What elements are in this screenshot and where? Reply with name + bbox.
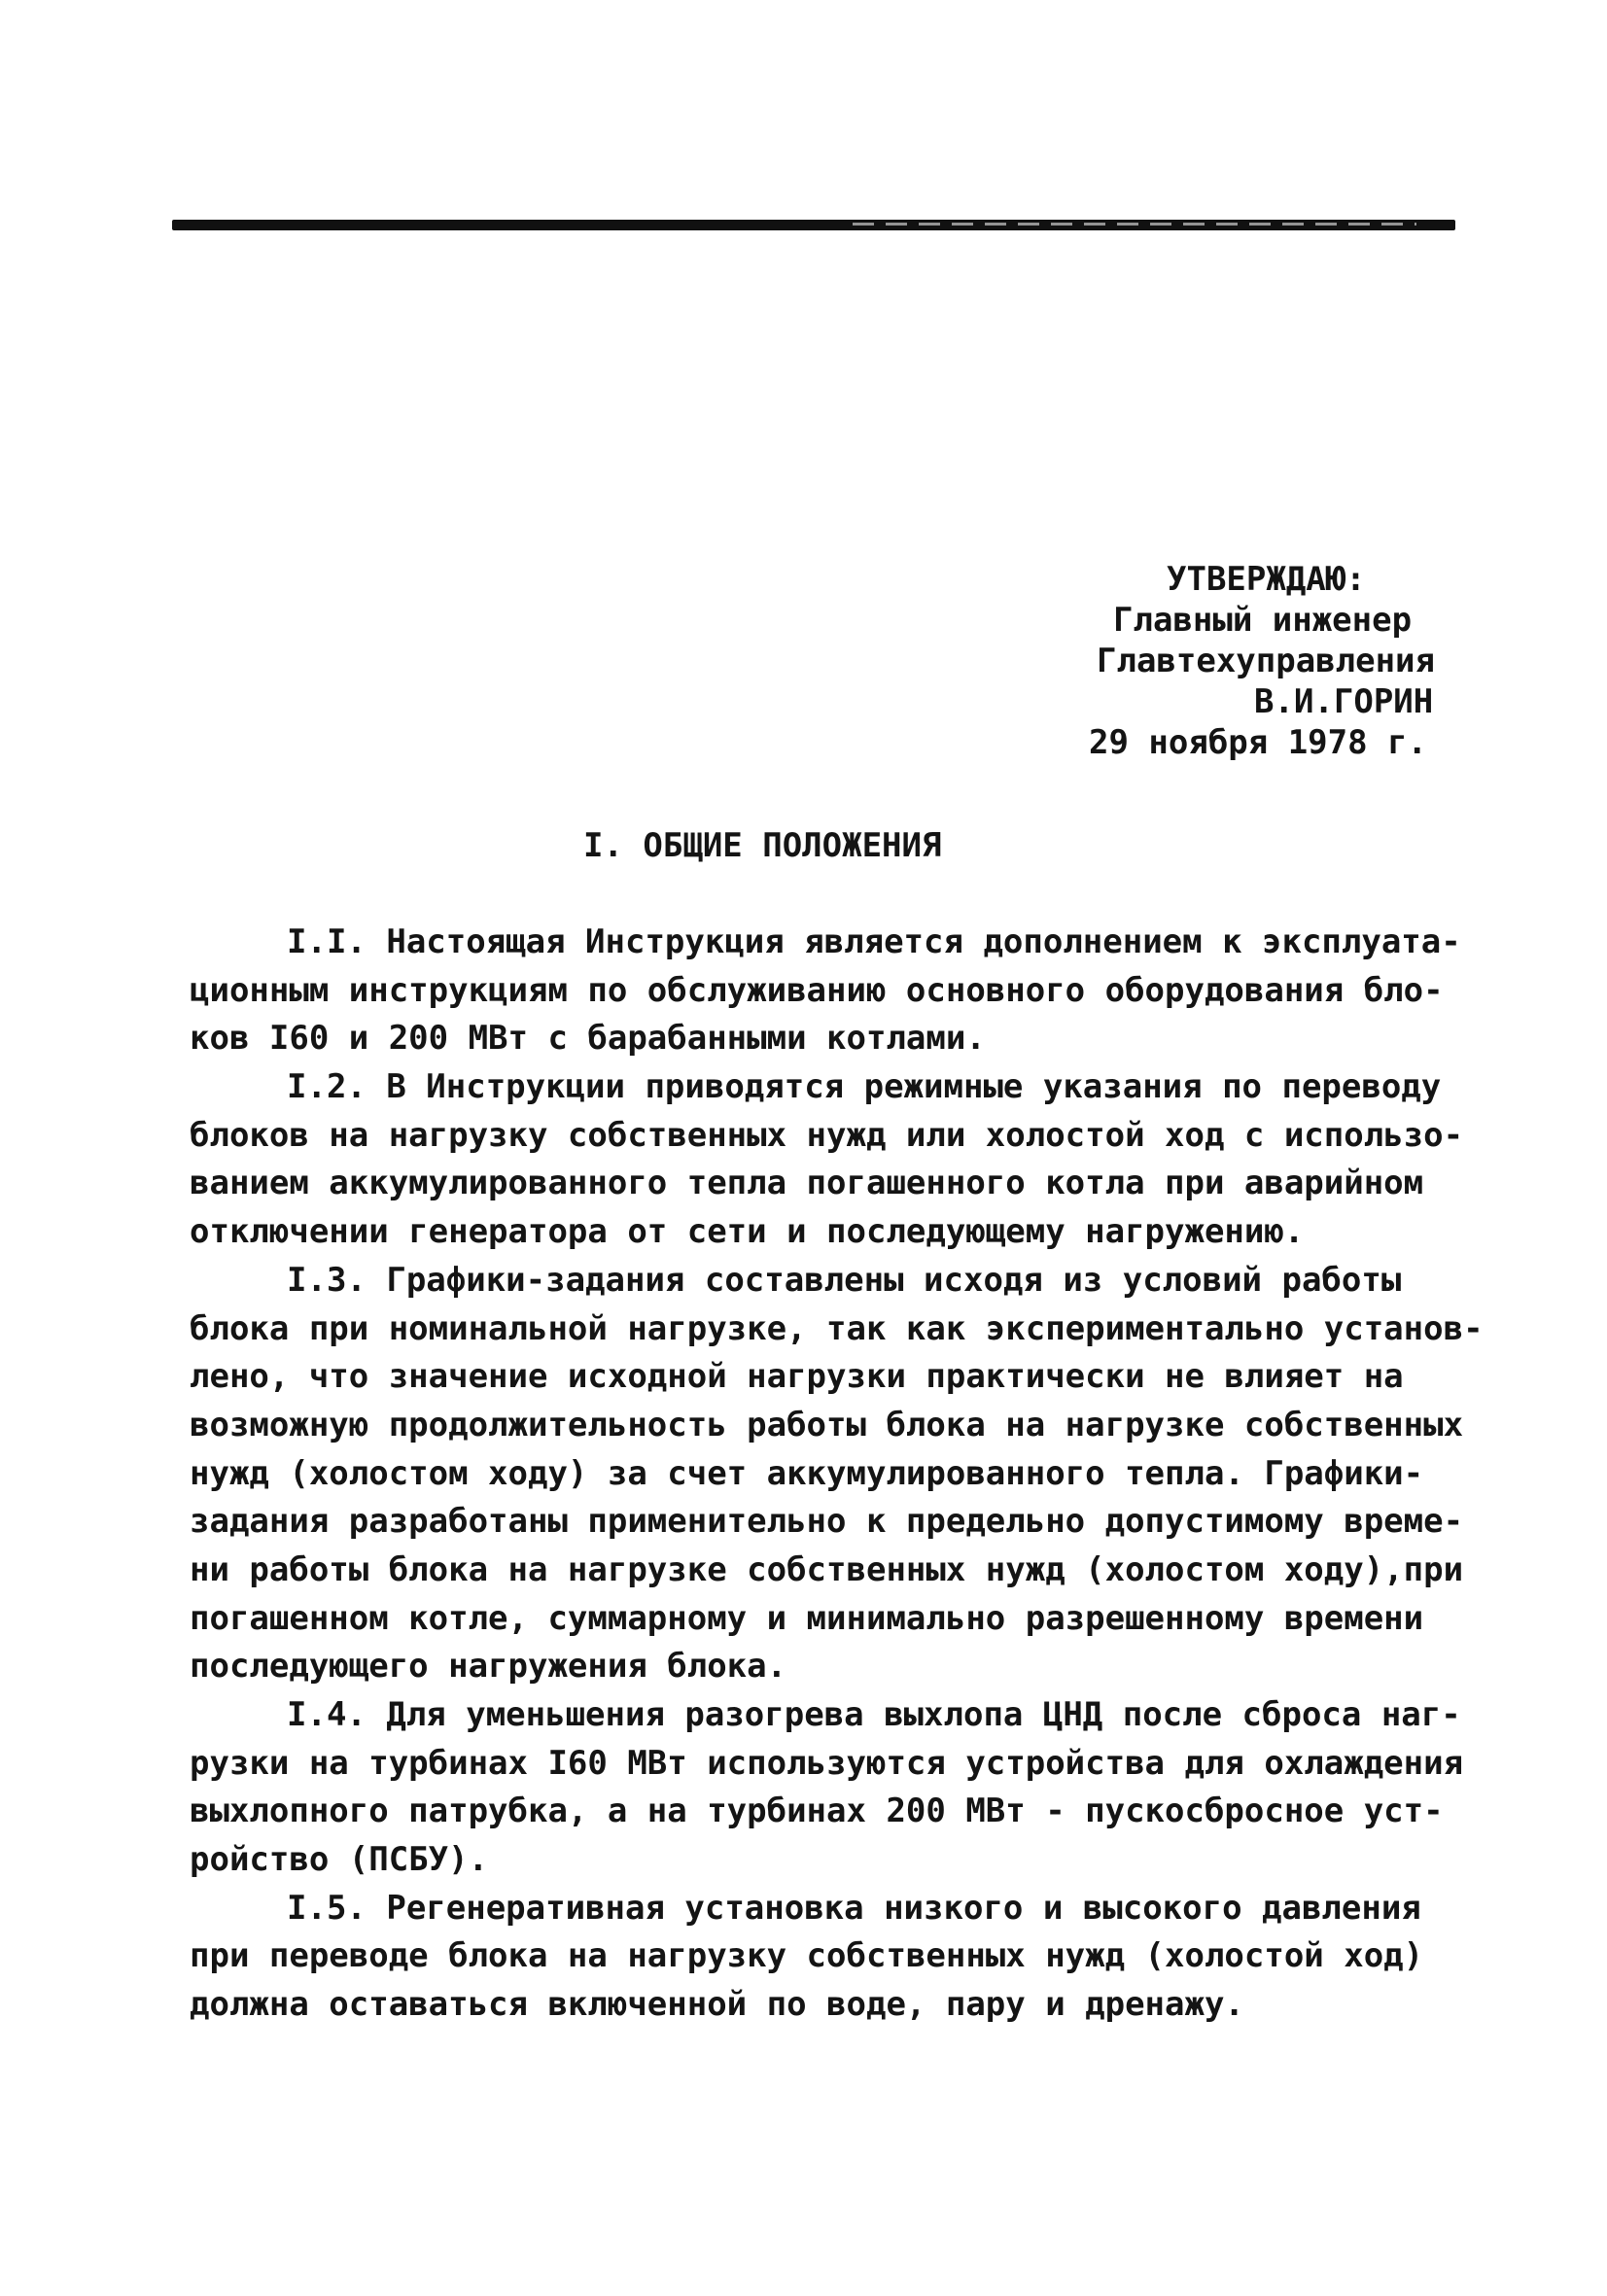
body-line: погашенном котле, суммарному и минимально разрешенному времени [190,1598,1424,1638]
body-line: I.3. Графики-задания составлены исходя из условий работы [287,1260,1402,1300]
body-line: ванием аккумулированного тепла погашенного котла при аварийном [190,1164,1424,1203]
body-line: последующего нагружения блока. [190,1647,787,1687]
body-line: отключении генератора от сети и последующему нагружению. [190,1212,1305,1252]
body-line: при переводе блока на нагрузку собственных нужд (холостой ход) [190,1936,1424,1976]
approval-position-line-1: Главный инженер [1113,601,1413,640]
body-line: I.2. В Инструкции приводятся режимные указания по переводу [287,1067,1442,1107]
body-line: рузки на турбинах I60 МВт используются устройства для охлаждения [190,1743,1464,1783]
body-line: I.4. Для уменьшения разогрева выхлопа ЦНД после сброса наг- [287,1695,1461,1734]
body-line: должна оставаться включенной по воде, пару и дренажу. [190,1985,1244,2025]
body-line: возможную продолжительность работы блока на нагрузке собственных [190,1405,1464,1444]
body-text [190,919,1484,2030]
body-line: блока при номинальной нагрузке, так как экспериментально установ- [190,1308,1484,1348]
body-line: I.5. Регенеративная установка низкого и высокого давления [287,1888,1421,1928]
body-line: выхлопного патрубка, а на турбинах 200 МВт - пускосбросное уст- [190,1792,1444,1831]
body-line: ков I60 и 200 МВт с барабанными котлами. [190,1019,986,1059]
body-line: задания разработаны применительно к предельно допустимому време- [190,1502,1464,1542]
section-title: I. ОБЩИЕ ПОЛОЖЕНИЯ [583,826,942,865]
header-rule [172,220,1455,230]
body-line: нужд (холостом ходу) за счет аккумулированного тепла. Графики- [190,1453,1424,1493]
body-line: ройство (ПСБУ). [190,1840,489,1880]
approval-position-line-2: Главтехуправления [1097,642,1435,680]
approval-date: 29 ноября 1978 г. [1089,723,1427,762]
body-line: I.I. Настоящая Инструкция является дополнением к эксплуата- [287,922,1461,961]
body-line: ционным инструкциям по обслуживанию основного оборудования бло- [190,970,1444,1010]
approval-heading: УТВЕРЖДАЮ: [1167,560,1366,599]
body-line: лено, что значение исходной нагрузки практически не влияет на [190,1357,1404,1397]
body-line: ни работы блока на нагрузке собственных нужд (холостом ходу),при [190,1549,1464,1589]
approval-name: В.И.ГОРИН [1254,682,1434,721]
approval-block [1069,559,1478,763]
body-line: блоков на нагрузку собственных нужд или холостой ход с использо- [190,1115,1464,1155]
